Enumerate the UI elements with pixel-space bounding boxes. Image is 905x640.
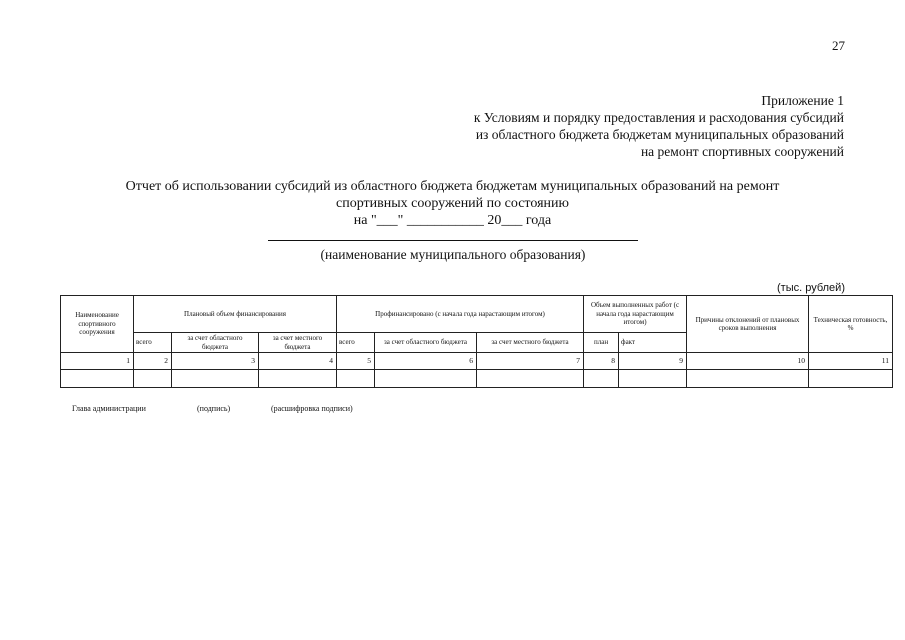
column-number: 2 [134,353,172,370]
subheader-total: всего [134,333,172,353]
signature-title: Глава администрации [72,404,146,413]
column-number: 11 [809,353,893,370]
appendix-line: на ремонт спортивных сооружений [640,144,844,159]
subheader-total: всего [337,333,375,353]
subheader-local: за счет местного бюджета [477,333,584,353]
table-cell[interactable] [619,370,687,388]
signature-decode: (расшифровка подписи) [271,404,353,413]
table-row [61,370,893,388]
signature-sign: (подпись) [197,404,231,413]
column-number: 3 [172,353,259,370]
appendix-block [404,92,844,160]
appendix-line: из областного бюджета бюджетам муниципальных образований [475,127,844,142]
table-cell[interactable] [477,370,584,388]
table-cell[interactable] [584,370,619,388]
table-cell[interactable] [134,370,172,388]
subheader-fact: факт [619,333,687,353]
table-cell[interactable] [375,370,477,388]
signature-line [72,404,353,413]
report-title [60,178,845,229]
appendix-line: к Условиям и порядку предоставления и расходования субсидий [473,110,844,125]
header-readiness: Техническая готовность, % [809,296,893,353]
header-planned: Плановый объем финансирования [134,296,337,333]
units-label: (тыс. рублей) [777,282,845,294]
column-number: 1 [61,353,134,370]
header-financed: Профинансировано (с начала года нарастающим итогом) [337,296,584,333]
column-number: 9 [619,353,687,370]
header-reasons: Причины отклонений от плановых сроков выполнения [687,296,809,353]
municipality-underline [268,240,638,241]
subheader-regional: за счет областного бюджета [375,333,477,353]
header-name: Наименование спортивного сооружения [61,296,134,353]
municipality-caption: (наименование муниципального образования) [320,247,586,262]
table-cell[interactable] [172,370,259,388]
column-number: 5 [337,353,375,370]
report-title-line: на "___" ___________ 20___ года [353,213,552,228]
report-table [60,295,893,388]
column-number: 10 [687,353,809,370]
column-number: 8 [584,353,619,370]
header-work-volume: Объем выполненных работ (с начала года нарастающим итогом) [584,296,687,333]
subheader-local: за счет местного бюджета [259,333,337,353]
table-cell[interactable] [259,370,337,388]
subheader-regional: за счет областного бюджета [172,333,259,353]
subheader-plan: план [584,333,619,353]
column-number: 6 [375,353,477,370]
column-number: 7 [477,353,584,370]
report-title-line: спортивных сооружений по состоянию [336,196,569,211]
appendix-line: Приложение 1 [761,93,844,108]
table-cell[interactable] [809,370,893,388]
page-number: 27 [832,38,845,53]
report-title-line: Отчет об использовании субсидий из областного бюджета бюджетам муниципальных образований на ремонт [125,179,780,194]
column-number-row [61,353,893,370]
table-cell[interactable] [61,370,134,388]
table-cell[interactable] [337,370,375,388]
table-header-row [61,296,893,333]
column-number: 4 [259,353,337,370]
table-cell[interactable] [687,370,809,388]
